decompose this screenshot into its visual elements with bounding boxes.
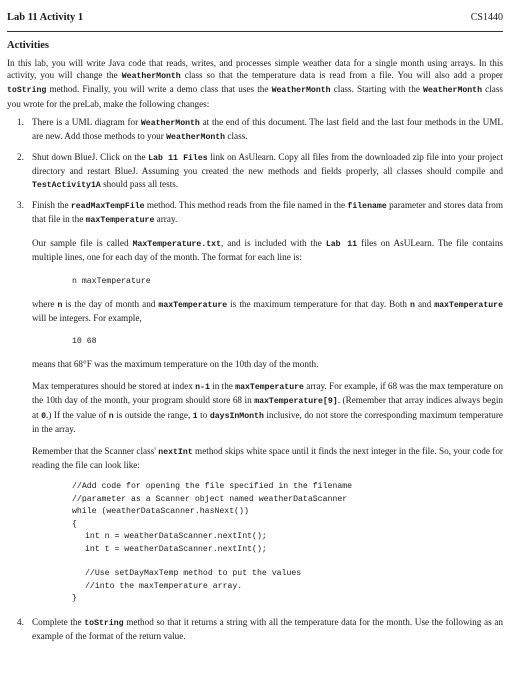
document-page xyxy=(7,0,503,649)
index-paragraph: Max temperatures should be stored at index n-1 in the maxTemperature array. For example, if 68 was the max temperature on the 10th day of the month, your program should store 68 in maxTemperature[9]. (Remember that array indices always begin at 0.) If the value of n is outside the range, 1 to daysInMonth inclusive, do not store the corresponding maximum temperature in the array. xyxy=(32,381,503,434)
section-heading: Activities xyxy=(7,40,49,51)
list-item: 1. There is a UML diagram for WeatherMonth at the end of this document. The last field and the last four methods in the UML are new. Add those methods to your WeatherMonth class. xyxy=(17,116,503,143)
list-item: 3. Finish the readMaxTempFile method. This method reads from the file named in the filename parameter and stores data from that file in the maxTemperature array. Our sample file is called MaxTemperature.txt, and is included with the Lab 11 files on AsULearn. The file contains multiple lines, one for each day of the month. The format for each line is: n maxTemperature where n is the day of month and maxTemperature is the maximum temperature for that day. Both n and maxTemperature will be integers. For example, 10 68 means that 68°F was the maximum temperature on the 10th day of the month. Max temperatures should be stored at index n-1 in the maxTemperature array. For example, if 68 was the max temperature on the 10th day of the month, your program should store 68 in maxTemperature[9]. (Remember that array indices always begin at 0.) If the value of n is outside the range, 1 to daysInMonth inclusive, do not store the corresponding maximum temperature in the array. Remember that the Scanner class' nextInt method skips white space until it finds the next integer in the file. So, your code for reading the file can look like: //Add code for opening the file specified in the filename //parameter as a Scanner object named weatherDataScanner while (weatherDataScanner.hasNext()) { int n = weatherDataScanner.nextInt(); int t = weatherDataScanner.nextInt(); //Use setDayMaxTemp method to put the values //into the maxTemperature array. } xyxy=(7,199,503,606)
list-item: 2. Shut down BlueJ. Click on the Lab 11 Files link on AsUlearn. Copy all files from the downloaded zip file into your project directory and restart BlueJ. Assuming you created the new methods and fields properly, all classes should compile and TestActivity1A should pass all tests. xyxy=(17,152,504,190)
page-header xyxy=(7,0,503,23)
format-line: n maxTemperature xyxy=(72,276,151,286)
activity-list xyxy=(7,116,503,642)
scanner-paragraph: Remember that the Scanner class' nextInt method skips white space until it finds the next integer in the file. So, your code for reading the file can look like: xyxy=(32,446,503,471)
header-rule xyxy=(7,31,503,32)
code-block: //Add code for opening the file specified in the filename //parameter as a Scanner object named weatherDataScanner while (weatherDataScanner.hasNext()) { int n = weatherDataScanner.nextInt(); int t = weatherDataScanner.nextInt(); //Use setDayMaxTemp method to put the values //into the maxTemperature array. } xyxy=(72,482,353,604)
list-item: 4. Complete the toString method so that it returns a string with all the temperature data for the month. Use the following as an example of the format of the return value. xyxy=(17,616,503,641)
course-code: CS1440 xyxy=(470,12,503,23)
format-explanation: where n is the day of month and maxTemperature is the maximum temperature for that day. Both n and maxTemperature will be integers. For example, xyxy=(32,298,503,323)
sample-file-paragraph: Our sample file is called MaxTemperature.txt, and is included with the Lab 11 files on AsULearn. The file contains multiple lines, one for each day of the month. The format for each line is: xyxy=(32,238,503,263)
lab-title: Lab 11 Activity 1 xyxy=(7,12,84,23)
example-explanation: means that 68°F was the maximum temperature on the 10th day of the month. xyxy=(32,359,319,370)
intro-paragraph: In this lab, you will write Java code that reads, writes, and processes simple weather data for a single month using arrays. In this activity, you will change the WeatherMonth class so that the temperature data is read from a file. You will also add a proper toString method. Finally, you will write a demo class that uses the WeatherMonth class. Starting with the WeatherMonth class you wrote for the preLab, make the following changes: xyxy=(7,58,504,109)
example-line: 10 68 xyxy=(72,337,97,347)
